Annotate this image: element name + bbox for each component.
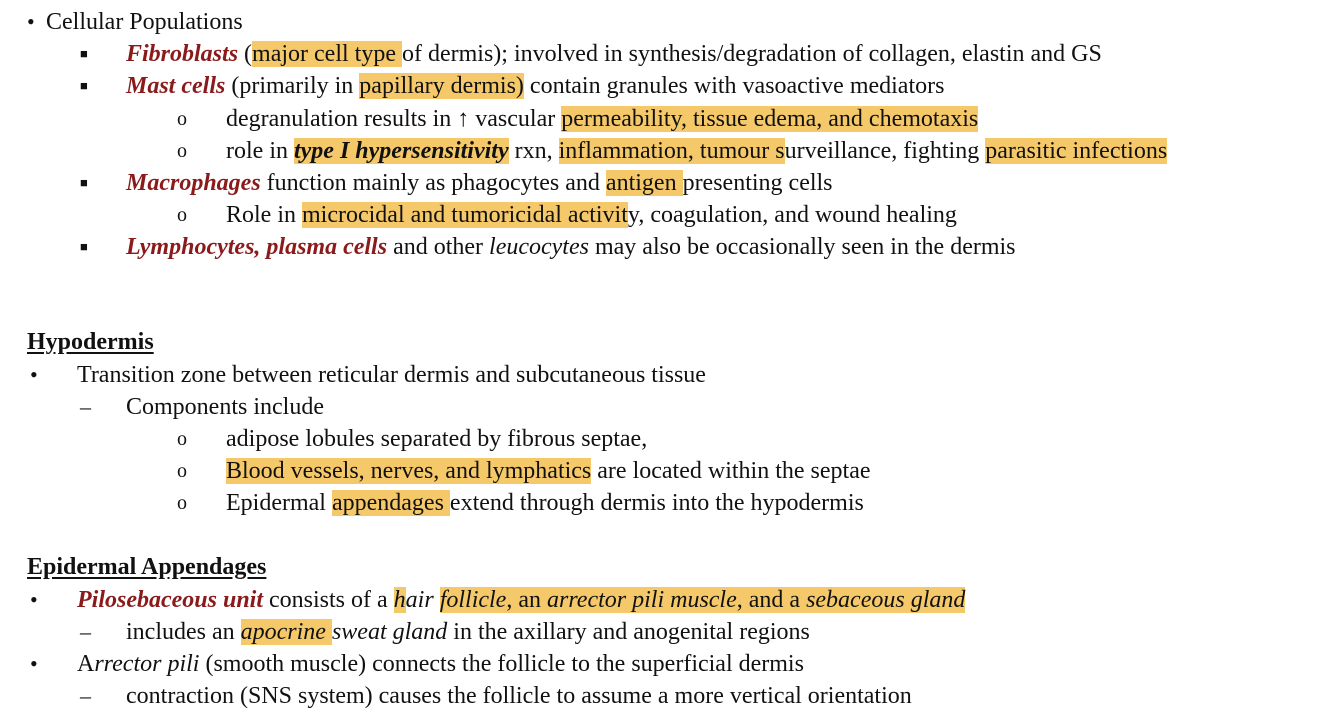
transition-zone-text: Transition zone between reticular dermis and subcutaneous tissue — [77, 362, 706, 388]
dash-marker: – — [80, 619, 91, 644]
adipose-line — [0, 423, 1334, 455]
highlight: papillary dermis) — [359, 73, 524, 99]
text-run: sweat gland — [331, 619, 448, 645]
contraction-line — [0, 680, 1334, 712]
bullet-marker: • — [30, 587, 38, 612]
circle-marker: o — [177, 428, 187, 450]
cellular-populations-line — [0, 6, 1334, 38]
epidermal-appendages-heading: Epidermal Appendages — [27, 554, 267, 580]
text-run: urveillance, fighting — [784, 138, 986, 164]
highlight: follicle — [439, 587, 507, 613]
highlight: permeability, tissue edema, and chemotaxis — [561, 106, 979, 132]
mast-cells-text — [126, 70, 944, 102]
circle-marker: o — [177, 204, 187, 226]
text-run: leucocytes — [489, 234, 589, 260]
square-marker: ■ — [80, 46, 88, 61]
mast-cells-line — [0, 70, 1334, 102]
highlight: type I hypersensitivity — [293, 138, 509, 164]
circle-marker: o — [177, 140, 187, 162]
square-marker: ■ — [80, 175, 88, 190]
pilosebaceous-line — [0, 584, 1334, 616]
term-mast-cells: Mast cells — [126, 73, 226, 99]
term-fibroblasts: Fibroblasts — [126, 41, 239, 67]
highlight: antigen — [605, 170, 683, 196]
text-run: (primarily in — [225, 73, 360, 99]
blood-vessels-line — [0, 455, 1334, 487]
text-run: extend through dermis into the hypodermis — [449, 490, 864, 516]
term-macrophages: Macrophages — [126, 170, 261, 196]
macrophages-text — [126, 167, 833, 199]
dash-marker: – — [80, 394, 91, 419]
text-run: of dermis); involved in synthesis/degradation of collagen, elastin and GS — [401, 41, 1102, 67]
text-run: may also be occasionally seen in the dermis — [588, 234, 1016, 260]
text-run: y, coagulation, and wound healing — [627, 202, 957, 228]
lymphocytes-text — [126, 231, 1016, 263]
square-marker: ■ — [80, 239, 88, 254]
highlight: arrector pili muscle — [547, 587, 737, 613]
degranulation-text — [226, 103, 978, 135]
text-run: rxn, — [508, 138, 559, 164]
highlight: parasitic infections — [985, 138, 1168, 164]
hypersensitivity-line — [0, 135, 1334, 167]
macrophages-line — [0, 167, 1334, 199]
apocrine-line — [0, 616, 1334, 648]
appendages-extend-text — [226, 487, 864, 519]
fibroblasts-line — [0, 38, 1334, 70]
hypersensitivity-text — [226, 135, 1167, 167]
bullet-marker: • — [27, 9, 35, 34]
hypodermis-heading: Hypodermis — [27, 329, 154, 355]
bullet-marker: • — [30, 651, 38, 676]
lymphocytes-line — [0, 231, 1334, 263]
microcidal-text — [226, 199, 957, 231]
highlight: , an — [506, 587, 547, 613]
square-marker: ■ — [80, 78, 88, 93]
apocrine-text — [126, 616, 810, 648]
text-run: degranulation results in ↑ vascular — [226, 106, 562, 132]
text-run: (smooth muscle) connects the follicle to the superficial dermis — [199, 651, 804, 677]
highlight: inflammation, tumour s — [558, 138, 785, 164]
circle-marker: o — [177, 108, 187, 130]
highlight: sebaceous gland — [806, 587, 966, 613]
transition-zone-line — [0, 359, 1334, 391]
fibroblasts-text — [126, 38, 1102, 70]
degranulation-line — [0, 103, 1334, 135]
term-pilosebaceous-unit: Pilosebaceous unit — [77, 587, 264, 613]
circle-marker: o — [177, 492, 187, 514]
microcidal-line — [0, 199, 1334, 231]
cellular-populations-title: Cellular Populations — [46, 9, 243, 35]
text-run: includes an — [126, 619, 241, 645]
text-run: role in — [226, 138, 294, 164]
text-run: are located within the septae — [591, 458, 871, 484]
bullet-marker: • — [30, 362, 38, 387]
highlight: apocrine — [240, 619, 332, 645]
blood-vessels-text — [226, 455, 871, 487]
text-run: Epidermal — [226, 490, 332, 516]
text-run: ( — [244, 41, 253, 67]
term-lymphocytes: Lymphocytes, plasma cells — [126, 234, 388, 260]
highlight: microcidal and tumoricidal activit — [302, 202, 628, 228]
text-run: function mainly as phagocytes and — [260, 170, 606, 196]
appendages-extend-line — [0, 487, 1334, 519]
text-run: Role in — [226, 202, 302, 228]
text-run: presenting cells — [682, 170, 833, 196]
components-text: Components include — [126, 394, 324, 420]
dash-marker: – — [80, 683, 91, 708]
text-run: A — [77, 651, 95, 677]
arrector-pili-line — [0, 648, 1334, 680]
highlight: , and a — [736, 587, 807, 613]
contraction-text: contraction (SNS system) causes the follicle to assume a more vertical orientation — [126, 683, 912, 709]
text-run: and other — [387, 234, 490, 260]
circle-marker: o — [177, 460, 187, 482]
highlight: major cell type — [252, 41, 402, 67]
highlight: Blood vessels, nerves, and lymphatics — [226, 458, 592, 484]
epidermal-appendages-heading-line — [0, 551, 1334, 583]
highlight: h — [393, 587, 406, 613]
text-run: consists of a — [263, 587, 394, 613]
text-run: in the axillary and anogenital regions — [447, 619, 810, 645]
text-run: air — [405, 587, 440, 613]
adipose-text: adipose lobules separated by fibrous septae, — [226, 426, 648, 452]
components-line — [0, 391, 1334, 423]
arrector-pili-text — [77, 648, 804, 680]
text-run: contain granules with vasoactive mediators — [523, 73, 945, 99]
hypodermis-heading-line — [0, 326, 1334, 358]
highlight: appendages — [331, 490, 450, 516]
text-run: rrector pili — [94, 651, 200, 677]
pilosebaceous-text — [77, 584, 965, 616]
